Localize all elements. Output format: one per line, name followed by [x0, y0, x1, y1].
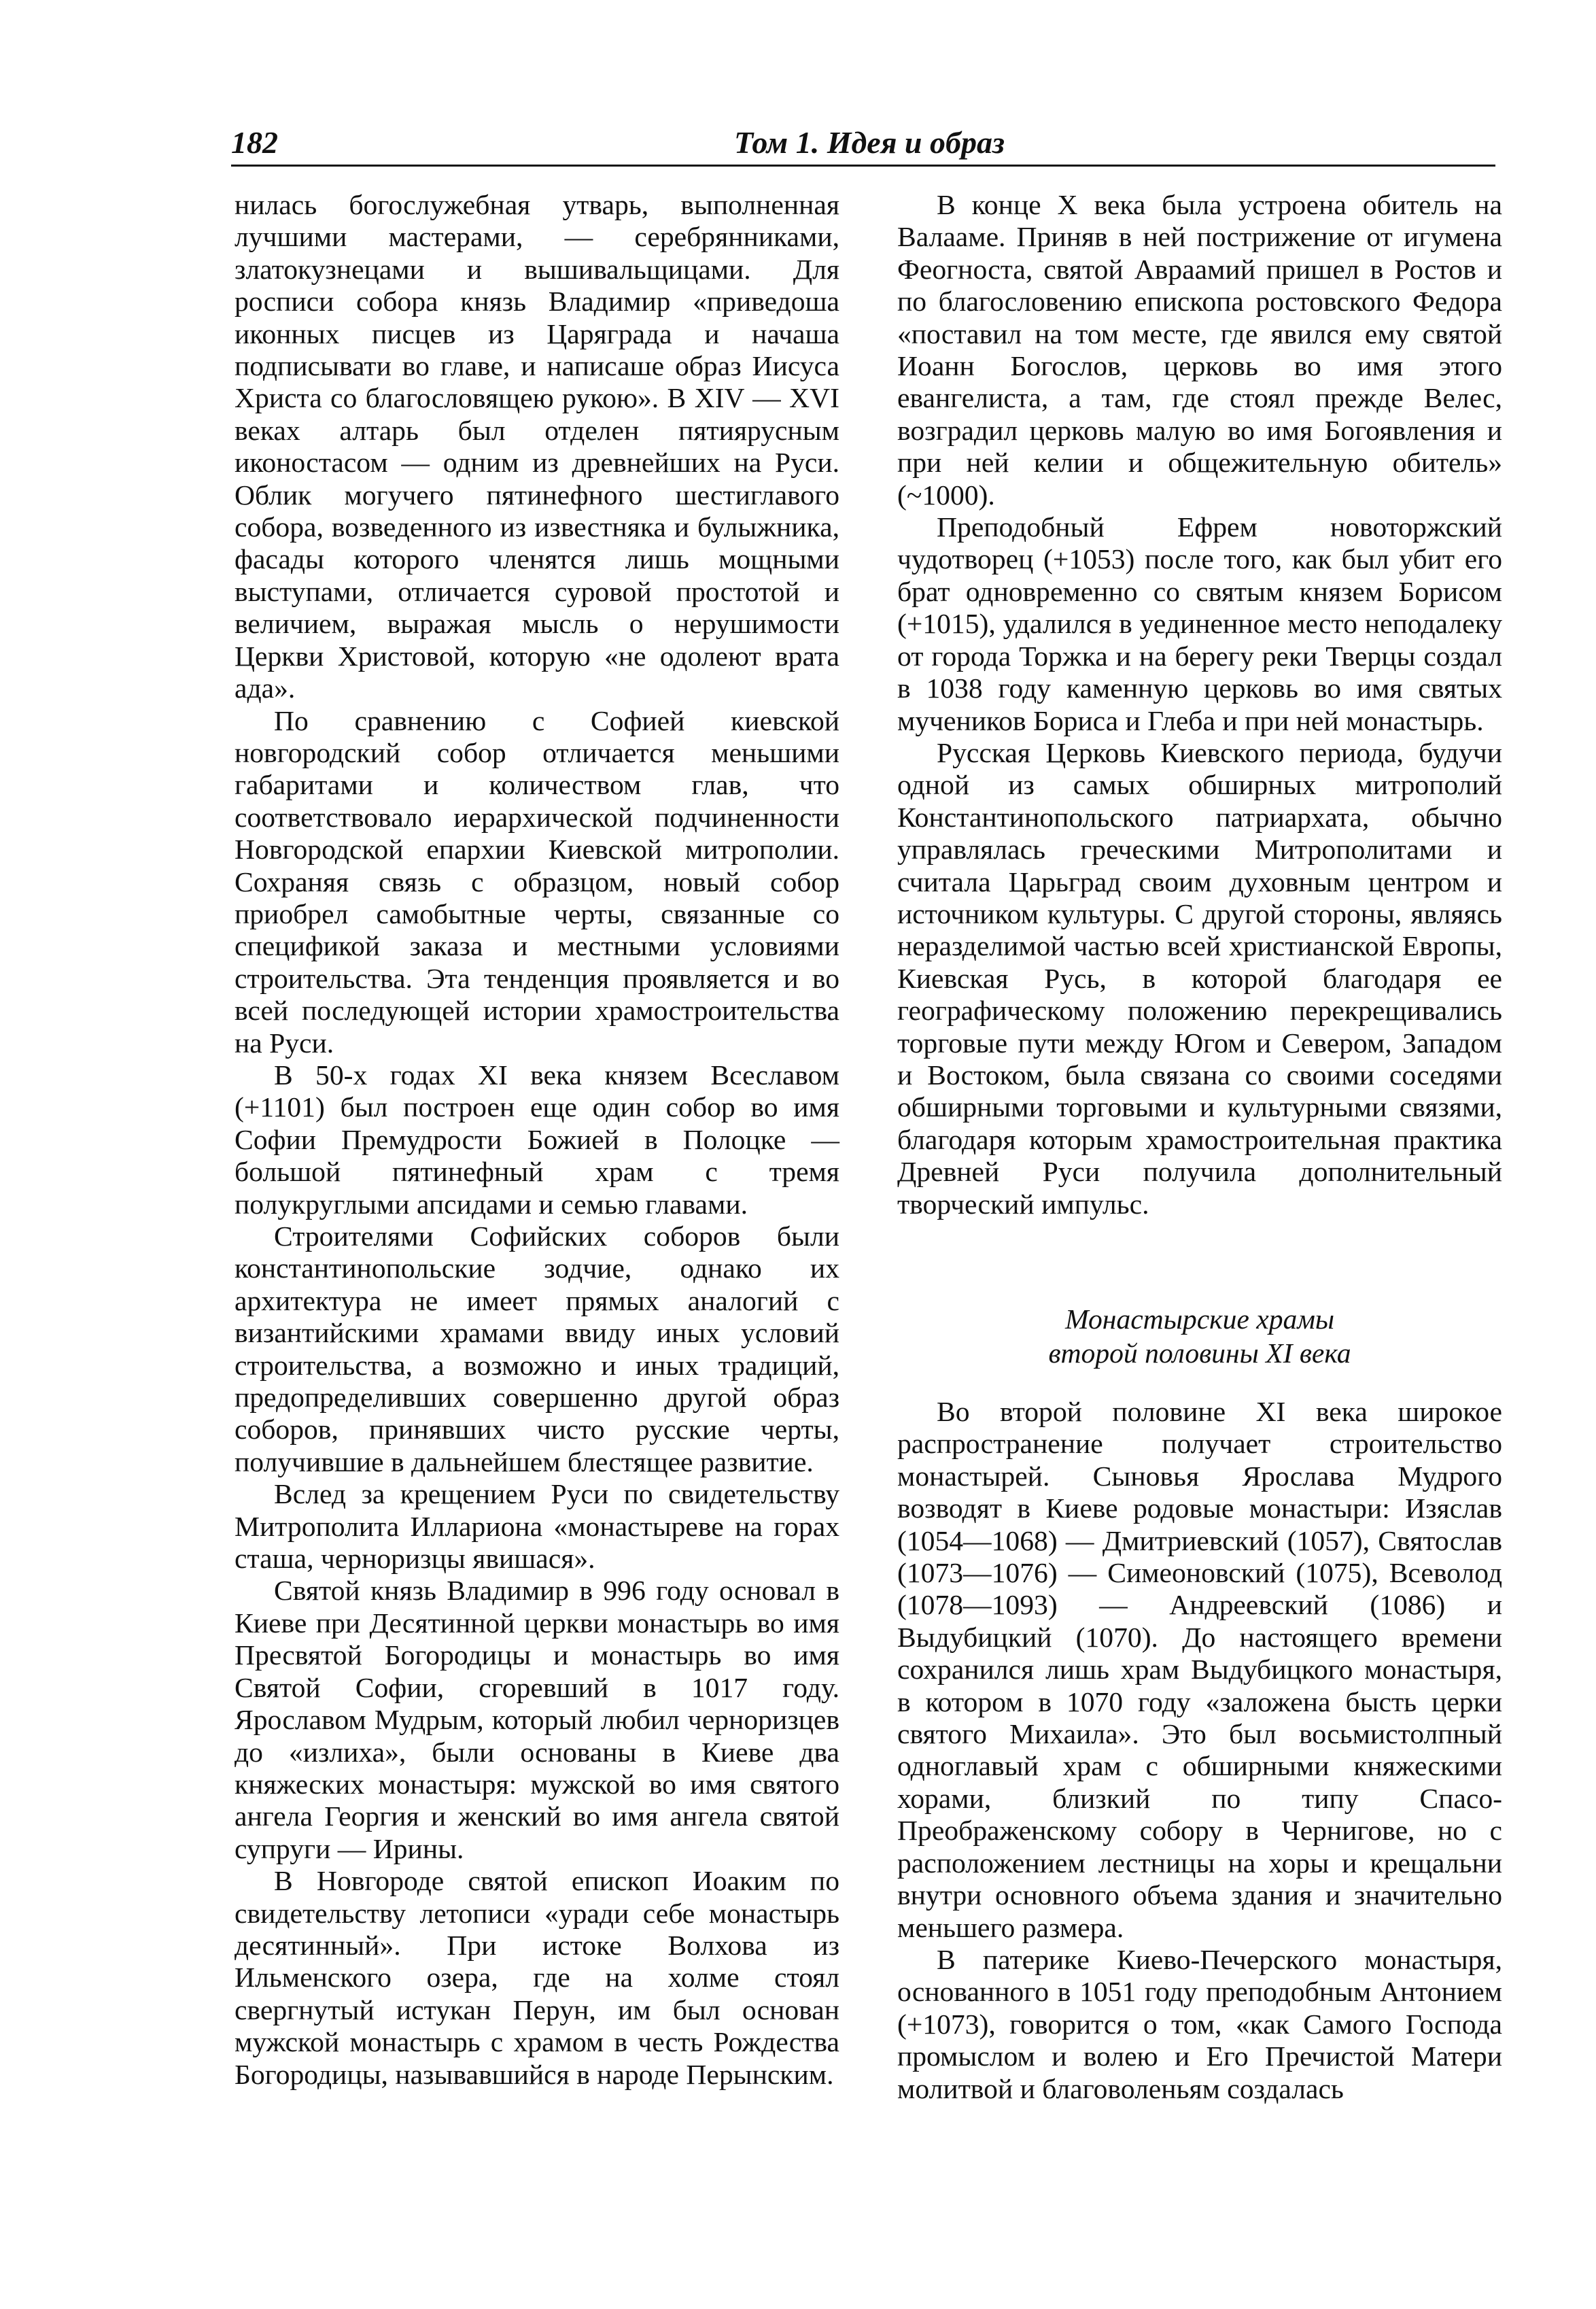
paragraph: Вслед за крещением Руси по свидетельству Митрополита Иллариона «монастыреве на горах сташа, черноризцы явишася». — [235, 1478, 839, 1575]
paragraph: В 50-х годах XI века князем Всеславом (+1101) был построен еще один собор во имя Софии Премудрости Божией в Полоцке — большой пятинефный храм с тремя полукруглыми апсидами и семью главами. — [235, 1059, 839, 1220]
paragraph: В конце X века была устроена обитель на Валааме. Приняв в ней пострижение от игумена Феогноста, святой Авраамий пришел в Ростов и по благословению епископа ростовского Федора «поставил на том месте, где явился ему святой Иоанн Богослов, церковь во имя этого евангелиста, а там, где стоял прежде Велес, возградил церковь малую во имя Богоявления и при ней келии и общежительную обитель» (~1000). — [897, 189, 1502, 511]
section-heading — [897, 1302, 1502, 1370]
right-column — [897, 189, 1502, 2105]
paragraph: Строителями Софийских соборов были константинопольские зодчие, однако их архитектура не имеет прямых аналогий с византийскими храмами ввиду иных условий строительства, а возможно и иных традиций, предопределивших совершенно другой образ соборов, принявших чисто русские черты, получившие в дальнейшем блестящее развитие. — [235, 1220, 839, 1477]
running-title: Том 1. Идея и образ — [734, 125, 1005, 160]
page-header — [231, 122, 1495, 167]
paragraph: Во второй половине XI века широкое распространение получает строительство монастырей. Сыновья Ярослава Мудрого возводят в Киеве родовые монастыри: Изяслав (1054—1068) — Дмитриевский (1057), Святослав (1073—1076) — Симеоновский (1075), Всеволод (1078—1093) — Андреевский (1086) и Выдубицкий (1070). До настоящего времени сохранился лишь храм Выдубицкого монастыря, в котором в 1070 году «заложена бысть церки святого Михаила». Это был восьмистолпный одноглавый храм с обширными княжескими хорами, близкий по типу Спасо-Преображенскому собору в Чернигове, но с расположением лестницы на хоры и крещальни внутри основного объема здания и значительно меньшего размера. — [897, 1396, 1502, 1943]
section-heading-line: второй половины XI века — [1048, 1337, 1351, 1369]
page-number: 182 — [231, 125, 278, 160]
paragraph: Русская Церковь Киевского периода, будучи одной из самых обширных митрополий Константинопольского патриархата, обычно управлялась греческими Митрополитами и считала Царьград своим духовным центром и источником культуры. С другой стороны, являясь неразделимой частью всей христианской Европы, Киевская Русь, в которой благодаря ее географическому положению перекрещивались торговые пути между Югом и Севером, Западом и Востоком, была связана со своими соседями обширными торговыми и культурными связями, благодаря которым храмостроительная практика Древней Руси получила дополнительный творческий импульс. — [897, 736, 1502, 1220]
paragraph: В Новгороде святой епископ Иоаким по свидетельству летописи «уради себе монастырь десятинный». При истоке Волхова из Ильменского озера, где на холме стоял свергнутый истукан Перун, им был основан мужской монастырь с храмом в честь Рождества Богородицы, называвшийся в народе Перынским. — [235, 1865, 839, 2090]
paragraph: По сравнению с Софией киевской новгородский собор отличается меньшими габаритами и количеством глав, что соответствовало иерархической подчиненности Новгородской епархии Киевской митрополии. Сохраняя связь с образцом, новый собор приобрел самобытные черты, связанные со спецификой заказа и местными условиями строительства. Эта тенденция проявляется и во всей последующей истории храмостроительства на Руси. — [235, 704, 839, 1059]
paragraph: В патерике Киево-Печерского монастыря, основанного в 1051 году преподобным Антонием (+1073), говорится о том, «как Самого Господа промыслом и волею и Его Пречистой Матери молитвой и благоволеньям создалась — [897, 1943, 1502, 2104]
paragraph: Преподобный Ефрем новоторжский чудотворец (+1053) после того, как был убит его брат одновременно со святым князем Борисом (+1015), удалился в уединенное место неподалеку от города Торжка и на берегу реки Тверцы создал в 1038 году каменную церковь во имя святых мучеников Бориса и Глеба и при ней монастырь. — [897, 511, 1502, 736]
left-column — [235, 189, 839, 2091]
section-heading-line: Монастырские храмы — [1064, 1303, 1335, 1335]
paragraph: Святой князь Владимир в 996 году основал в Киеве при Десятинной церкви монастырь во имя Пресвятой Богородицы и монастырь во имя Святой Софии, сгоревший в 1017 году. Ярославом Мудрым, который любил черноризцев до «излиха», были основаны в Киеве два княжеских монастыря: мужской во имя святого ангела Георгия и женский во имя ангела святой супруги — Ирины. — [235, 1575, 839, 1864]
paragraph: нилась богослужебная утварь, выполненная лучшими мастерами, — серебрянниками, златокузнецами и вышивальщицами. Для росписи собора князь Владимир «приведоша иконных писцев из Царяграда и начаша подписывати во главе, и написаше образ Иисуса Христа со благословящею рукою». В XIV — XVI веках алтарь был отделен пятиярусным иконостасом — одним из древнейших на Руси. Облик могучего пятинефного шестиглавого собора, возведенного из известняка и булыжника, фасады которого членятся лишь мощными выступами, отличается суровой простотой и величием, выражая мысль о нерушимости Церкви Христовой, которую «не одолеют врата ада». — [235, 189, 839, 704]
